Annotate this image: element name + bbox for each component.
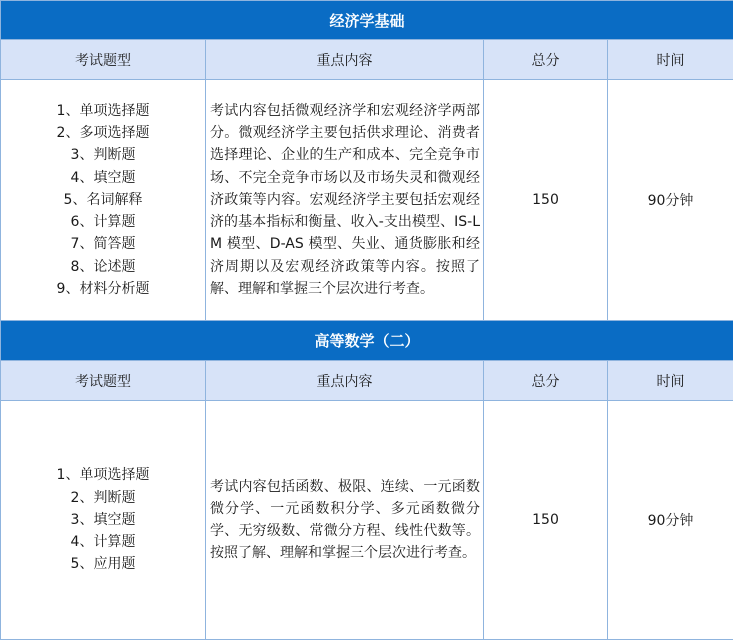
key-content-text: 考试内容包括函数、极限、连续、一元函数微分学、一元函数积分学、多元函数微分学、无穷级数、常微分方程、线性代数等。按照了解、理解和掌握三个层次进行考查。 [206,401,484,640]
question-type-item: 4、计算题 [70,534,136,551]
section-title-math: 高等数学（二） [1,321,733,361]
question-type-item: 5、应用题 [70,556,136,573]
total-score-value: 150 [484,80,608,321]
question-types-list [1,401,206,640]
question-type-item: 7、简答题 [70,236,136,253]
question-type-item: 3、填空题 [70,511,136,528]
time-value: 90分钟 [608,401,733,640]
header-total-score: 总分 [484,361,608,401]
question-type-item: 1、单项选择题 [56,467,150,484]
question-type-item: 9、材料分析题 [56,280,150,297]
question-type-item: 2、判断题 [70,489,136,506]
header-question-types: 考试题型 [1,361,206,401]
question-type-item: 8、论述题 [70,258,136,275]
question-type-item: 1、单项选择题 [56,103,150,120]
question-type-item: 2、多项选择题 [56,125,150,142]
header-key-content: 重点内容 [206,40,484,80]
key-content-text: 考试内容包括微观经济学和宏观经济学两部分。微观经济学主要包括供求理论、消费者选择理论、企业的生产和成本、完全竞争市场、不完全竞争市场以及市场失灵和微观经济政策等内容。宏观经济学主要包括宏观经济的基本指标和衡量、收入-支出模型、IS-LM 模型、D-AS 模型、失业、通货膨胀和经济周期以及宏观经济政策等内容。按照了解、理解和掌握三个层次进行考查。 [206,80,484,321]
question-type-item: 3、判断题 [70,147,136,164]
header-total-score: 总分 [484,40,608,80]
question-type-item: 6、计算题 [70,214,136,231]
total-score-value: 150 [484,401,608,640]
header-time: 时间 [608,361,733,401]
question-type-item: 4、填空题 [70,169,136,186]
time-value: 90分钟 [608,80,733,321]
question-type-item: 5、名词解释 [63,191,143,208]
header-key-content: 重点内容 [206,361,484,401]
header-time: 时间 [608,40,733,80]
section-title-economics: 经济学基础 [1,1,733,40]
header-question-types: 考试题型 [1,40,206,80]
question-types-list [1,80,206,321]
